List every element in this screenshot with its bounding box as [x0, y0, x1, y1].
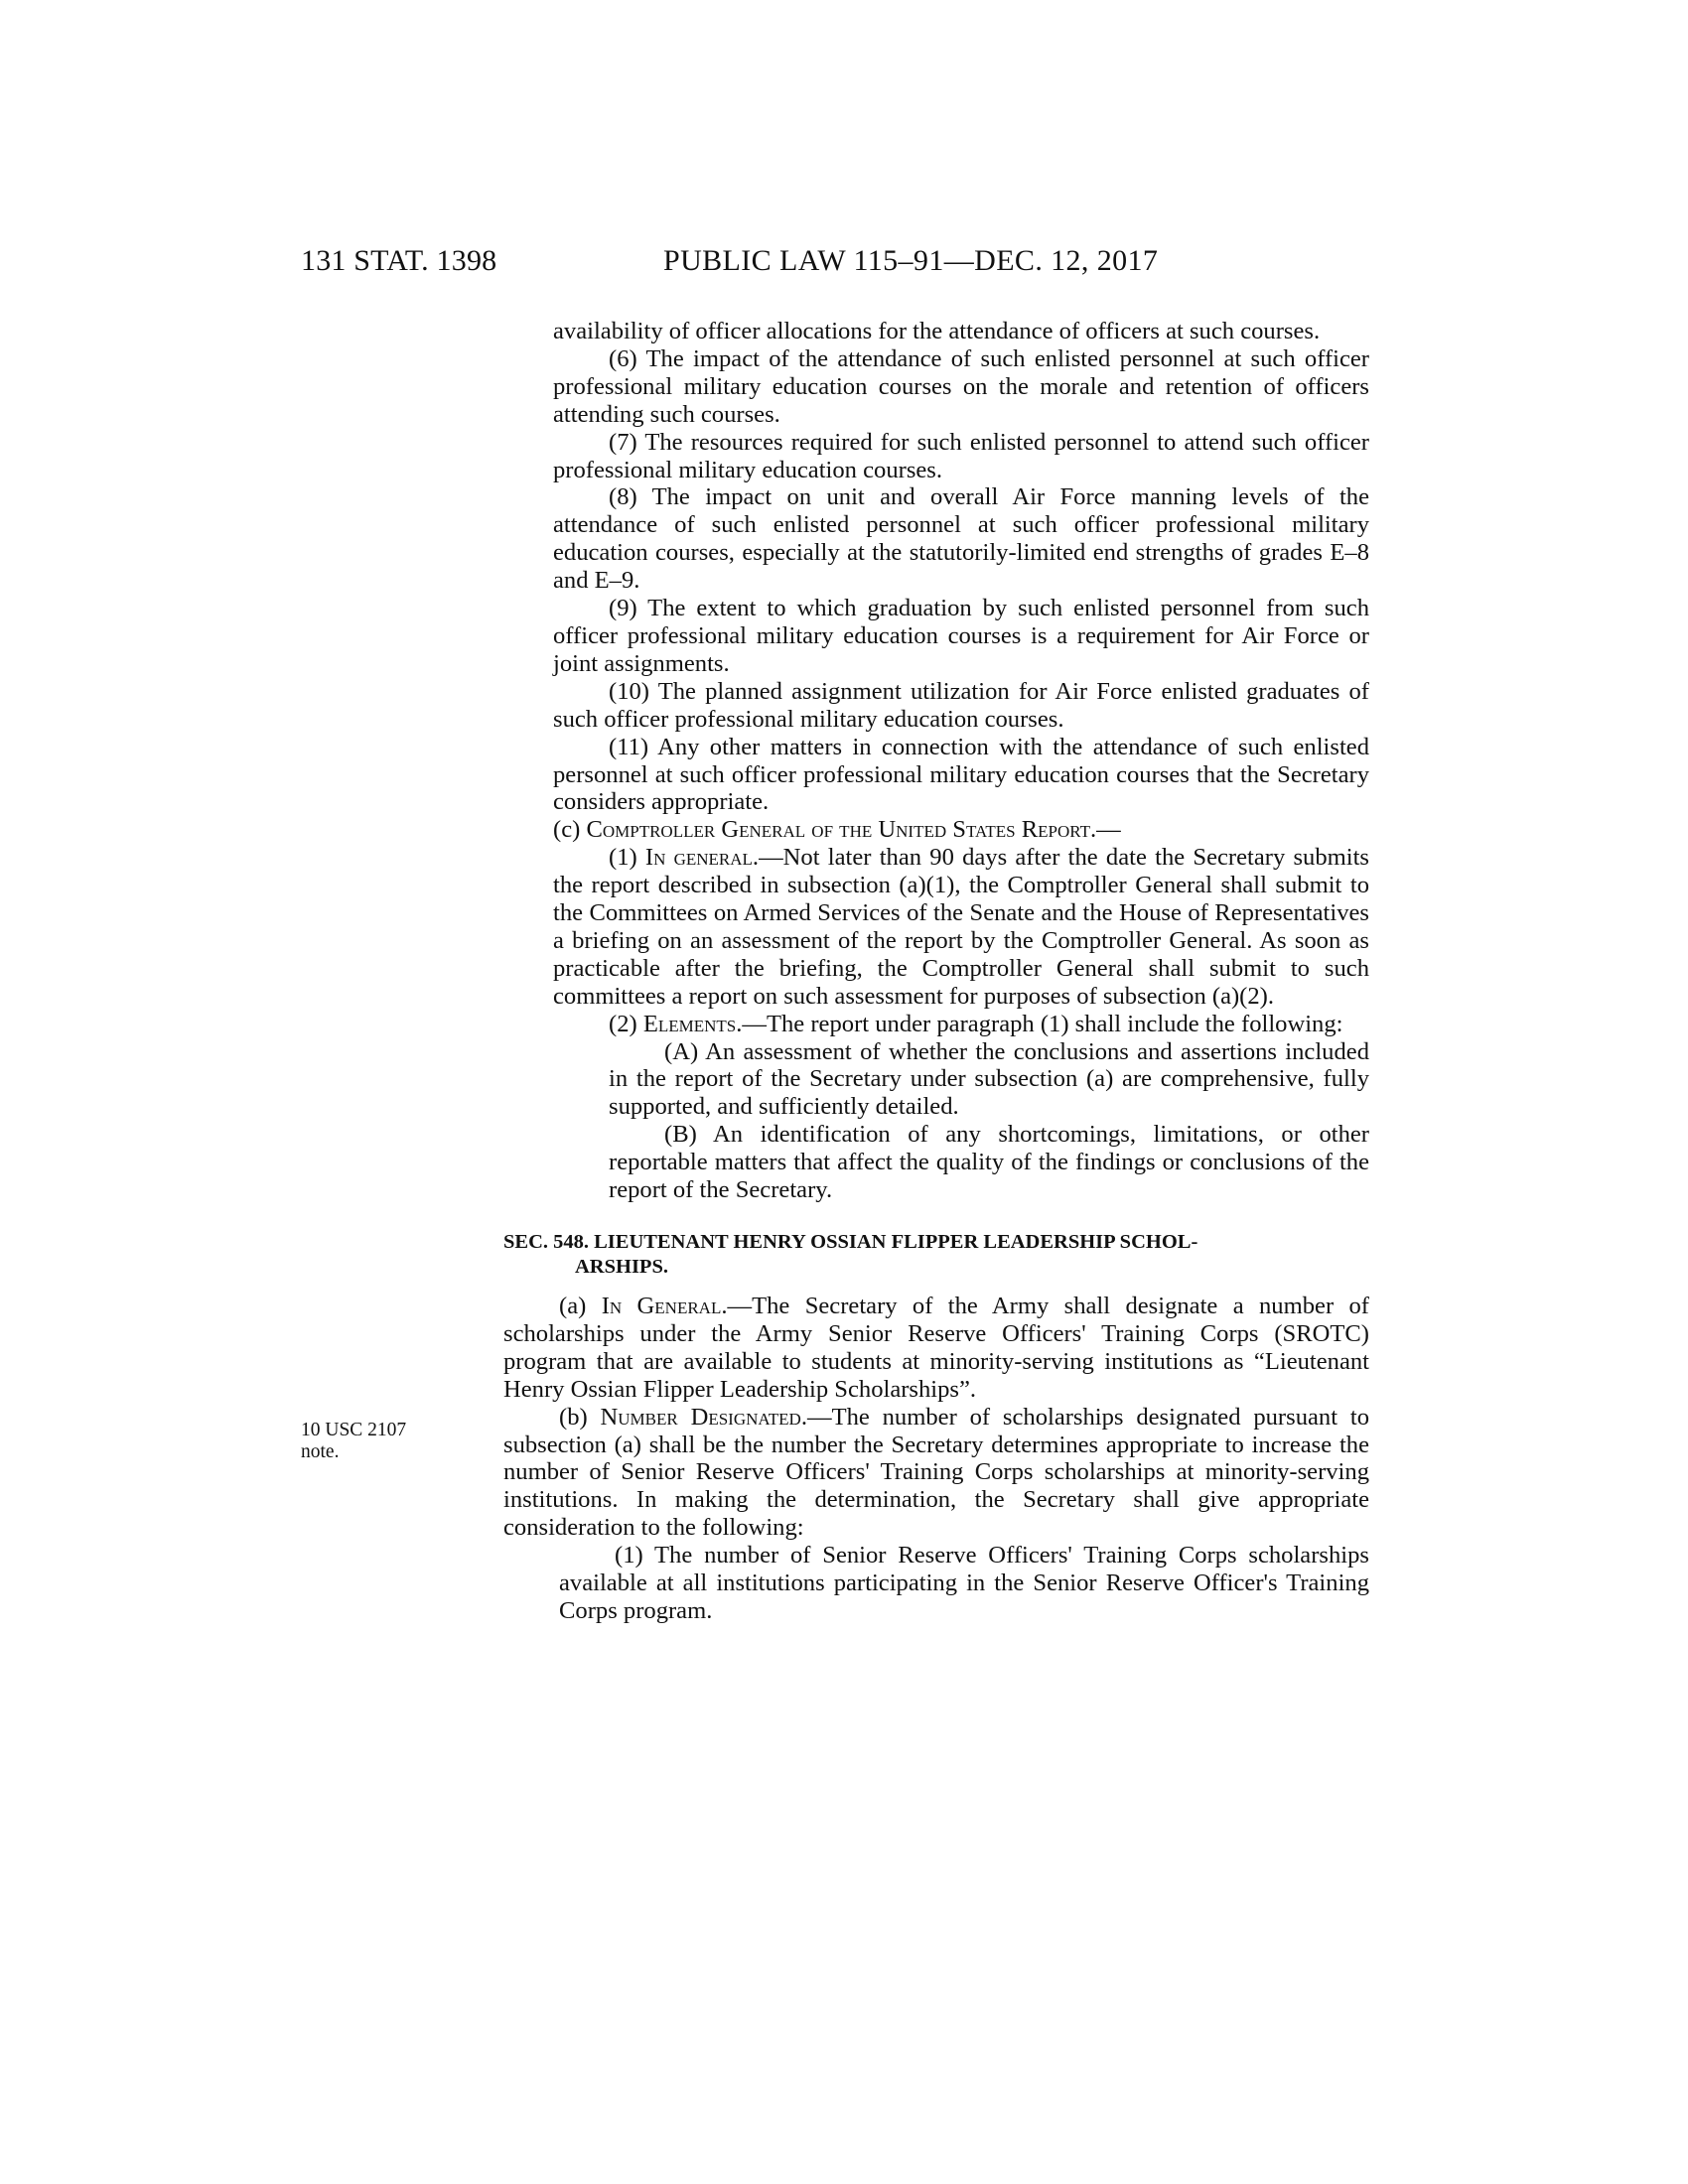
- section-548-body: [503, 1293, 1369, 1625]
- section-subsection-a: [503, 1293, 1369, 1404]
- c1-label: (1): [609, 844, 645, 872]
- paragraph-7: (7) The resources required for such enlisted personnel to attend such officer professional military education courses.: [553, 428, 1369, 483]
- subparagraph-B: (B) An identification of any shortcomings, limitations, or other reportable matters that affect the quality of the findings or conclusions of the report of the Secretary.: [609, 1121, 1369, 1204]
- paragraph-9: (9) The extent to which graduation by such enlisted personnel from such officer professional military education courses is a requirement for Air Force or joint assignments.: [553, 595, 1369, 677]
- sa-heading: In General.: [601, 1293, 728, 1319]
- statute-page-number: 131 STAT. 1398: [301, 244, 497, 277]
- margin-note-citation: 10 USC 2107: [301, 1420, 407, 1440]
- subsection-c-title: Comptroller General of the United States Report.: [586, 816, 1097, 844]
- c2-text: —The report under paragraph (1) shall include the following:: [742, 1010, 1343, 1037]
- subparagraph-A: (A) An assessment of whether the conclusions and assertions included in the report of the Secretary under subsection (a) are comprehensive, fully supported, and sufficiently detailed.: [609, 1037, 1369, 1121]
- paragraph-8: (8) The impact on unit and overall Air Force manning levels of the attendance of such enlisted personnel at such officer professional military education courses, especially at the statutorily-limited end strengths of grades E–8 and E–9.: [553, 483, 1369, 595]
- sa-text: —The Secretary of the Army shall designate a number of scholarships under the Army Senior Reserve Officers' Training Corps (SROTC) program that are available to students at minority-serving institutions as “Lieutenant Henry Ossian Flipper Leadership Scholarships”.: [503, 1293, 1369, 1403]
- sb-text: —The number of scholarships designated pursuant to subsection (a) shall be the number the Secretary determines appropriate to increase the number of Senior Reserve Officers' Training Corps scholarships at minority-serving institutions. In making the determination, the Secretary shall give appropriate consideration to the following:: [503, 1403, 1370, 1542]
- c1-heading: In general.: [644, 844, 760, 872]
- paragraph-continuation: availability of officer allocations for the attendance of officers at such courses.: [553, 318, 1321, 344]
- page-header: [0, 244, 1688, 284]
- section-heading-line-2: ARSHIPS.: [575, 1256, 668, 1278]
- section-subsection-b: [503, 1404, 1369, 1543]
- paragraph-10: (10) The planned assignment utilization for Air Force enlisted graduates of such officer professional military education courses.: [553, 677, 1369, 733]
- sa-label: (a): [559, 1293, 602, 1319]
- subsection-c-paragraph-1: [553, 844, 1369, 1010]
- margin-note-suffix: note.: [301, 1441, 340, 1462]
- public-law-title: PUBLIC LAW 115–91—DEC. 12, 2017: [663, 244, 1159, 277]
- section-heading-line-1: SEC. 548. LIEUTENANT HENRY OSSIAN FLIPPER LEADERSHIP SCHOL-: [503, 1231, 1198, 1253]
- paragraph-6: (6) The impact of the attendance of such enlisted personnel at such officer professional military education courses on the morale and retention of officers attending such courses.: [553, 344, 1369, 428]
- subsection-c-label: (c): [553, 816, 587, 844]
- section-548: [503, 1230, 1369, 1280]
- section-subsection-b-paragraph-1: (1) The number of Senior Reserve Officers' Training Corps scholarships available at all institutions participating in the Senior Reserve Officer's Training Corps program.: [559, 1542, 1369, 1624]
- section-heading: [503, 1230, 1369, 1280]
- page-body: [503, 318, 1370, 1625]
- sb-heading: Number Designated.: [600, 1403, 807, 1431]
- paragraph-11: (11) Any other matters in connection with the attendance of such enlisted personnel at such officer professional military education courses that the Secretary considers appropriate.: [553, 733, 1369, 816]
- subsection-c-dash: —: [1096, 816, 1121, 844]
- sb-label: (b): [559, 1403, 601, 1431]
- subsection-c-heading: [553, 816, 1369, 844]
- c1-text: —Not later than 90 days after the date the Secretary submits the report described in subsection (a)(1), the Comptroller General shall submit to the Committees on Armed Services of the Senate and the House of Representatives a briefing on an assessment of the report by the Comptroller General. As soon as practicable after the briefing, the Comptroller General shall submit to such committees a report on such assessment for purposes of subsection (a)(2).: [553, 844, 1369, 1010]
- c2-label: (2): [609, 1010, 643, 1037]
- c2-heading: Elements.: [642, 1010, 743, 1037]
- margin-note: [301, 1420, 440, 1463]
- subsection-c-paragraph-2: [553, 1011, 1369, 1038]
